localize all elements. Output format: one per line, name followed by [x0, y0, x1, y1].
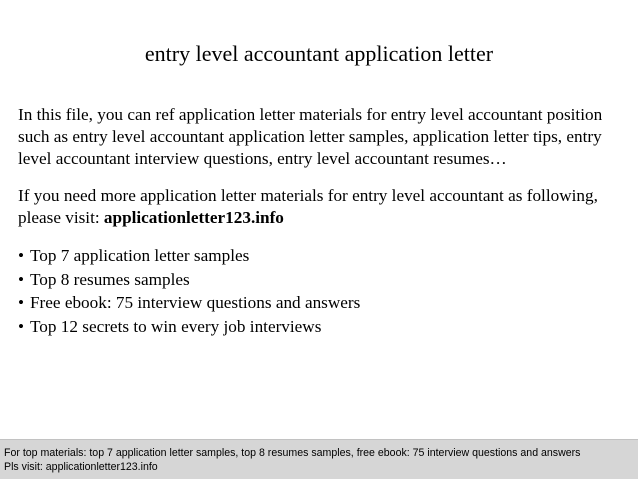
visit-link[interactable]: applicationletter123.info [103, 208, 284, 227]
visit-line-1: If you need more application letter materials for entry level accountant as following, [18, 186, 598, 205]
intro-line-3: level accountant interview questions, entry level accountant resumes… [18, 149, 507, 168]
bullet-icon: • [18, 246, 25, 265]
intro-line-2: such as entry level accountant application letter samples, application letter tips, entry [18, 127, 602, 146]
bullet-item [18, 291, 630, 315]
bullet-item [18, 244, 630, 268]
bullet-text: Top 8 resumes samples [30, 269, 190, 289]
bullet-item [18, 268, 630, 292]
footer-bar [0, 439, 638, 479]
bullet-icon: • [18, 316, 25, 336]
footer-line-1: For top materials: top 7 application letter samples, top 8 resumes samples, free ebook: 75 interview questions and answers [4, 447, 581, 459]
intro-line-1: In this file, you can ref application letter materials for entry level accountant position [18, 105, 603, 124]
visit-paragraph [18, 185, 630, 229]
bullet-text: Free ebook: 75 interview questions and answers [30, 293, 361, 312]
bullet-list [18, 244, 630, 338]
bullet-text: Top 12 secrets to win every job interviews [30, 316, 322, 336]
bullet-text: Top 7 application letter samples [30, 246, 250, 265]
bullet-icon: • [18, 269, 25, 289]
slide-title: entry level accountant application letter [144, 41, 494, 66]
intro-paragraph [18, 104, 630, 170]
bullet-item [18, 315, 630, 339]
visit-line-2 [18, 207, 630, 229]
footer-line-2: Pls visit: applicationletter123.info [4, 461, 158, 473]
slide-body [18, 104, 630, 338]
bullet-icon: • [18, 293, 25, 312]
visit-prefix: please visit: [18, 208, 104, 227]
